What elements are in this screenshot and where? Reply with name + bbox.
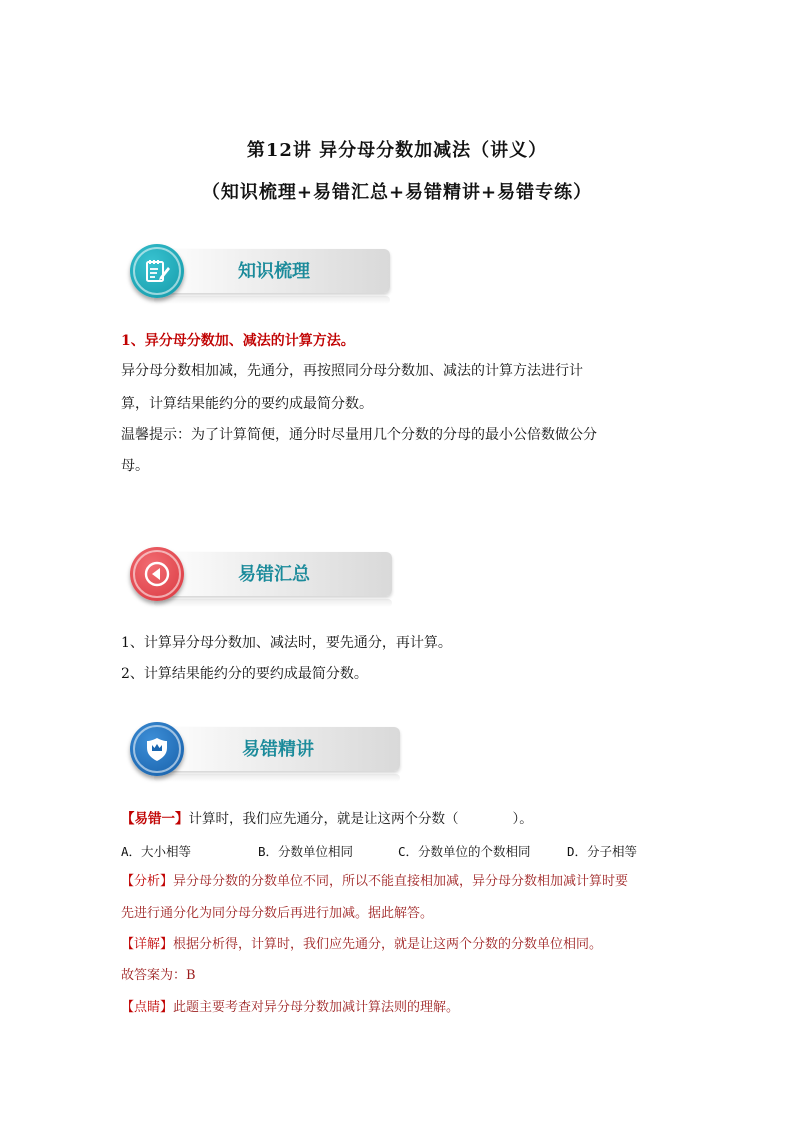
banner-knowledge	[130, 246, 390, 302]
knowledge-line-1: 异分母分数相加减，先通分，再按照同分母分数加、减法的计算方法进行计	[121, 363, 583, 379]
comment-line	[121, 998, 459, 1018]
detail-tag: 【详解】	[121, 937, 174, 952]
detail-line	[121, 935, 602, 955]
example-question	[121, 809, 533, 829]
banner-summary-label: 易错汇总	[238, 564, 310, 585]
detail-text: 根据分析得，计算时，我们应先通分，就是让这两个分数的分数单位相同。	[173, 937, 603, 952]
knowledge-line-3: 温馨提示：为了计算简便，通分时尽量用几个分数的分母的最小公倍数做公分	[121, 427, 597, 443]
answer-line: 故答案为：B	[121, 968, 196, 983]
option-b: B．分数单位相同	[258, 844, 354, 859]
analysis-line-2: 先进行通分化为同分母分数后再进行加减。据此解答。	[121, 906, 434, 921]
knowledge-heading: 1、异分母分数加、减法的计算方法。	[121, 333, 355, 349]
example-question-text: 计算时，我们应先通分，就是让这两个分数（ ）。	[188, 811, 533, 827]
comment-text: 此题主要考查对异分母分数加减计算法则的理解。	[173, 1000, 460, 1015]
knowledge-line-4: 母。	[121, 458, 149, 474]
option-d: D．分子相等	[567, 844, 638, 859]
notepad-pen-icon	[130, 244, 184, 298]
banner-summary	[130, 549, 392, 605]
summary-item-2: 2、计算结果能约分的要约成最简分数。	[121, 666, 368, 682]
option-c: C．分数单位的个数相同	[398, 844, 531, 859]
banner-knowledge-label: 知识梳理	[238, 261, 310, 282]
example-tag: 【易错一】	[121, 811, 189, 827]
analysis-line-1	[121, 872, 628, 892]
banner-explain	[130, 724, 400, 780]
analysis-text-1: 异分母分数的分数单位不同，所以不能直接相加减，异分母分数相加减计算时要	[173, 874, 629, 889]
shield-icon	[130, 722, 184, 776]
knowledge-line-2: 算，计算结果能约分的要约成最简分数。	[121, 396, 373, 412]
page-title: 第12讲 异分母分数加减法（讲义）	[246, 140, 548, 161]
analysis-tag: 【分析】	[121, 874, 174, 889]
option-a: A．大小相等	[121, 844, 192, 859]
page-subtitle: （知识梳理+易错汇总+易错精讲+易错专练）	[201, 182, 593, 203]
arrow-left-circle-icon	[130, 547, 184, 601]
comment-tag: 【点睛】	[121, 1000, 174, 1015]
summary-item-1: 1、计算异分母分数加、减法时，要先通分，再计算。	[121, 635, 452, 651]
banner-explain-label: 易错精讲	[242, 739, 314, 760]
